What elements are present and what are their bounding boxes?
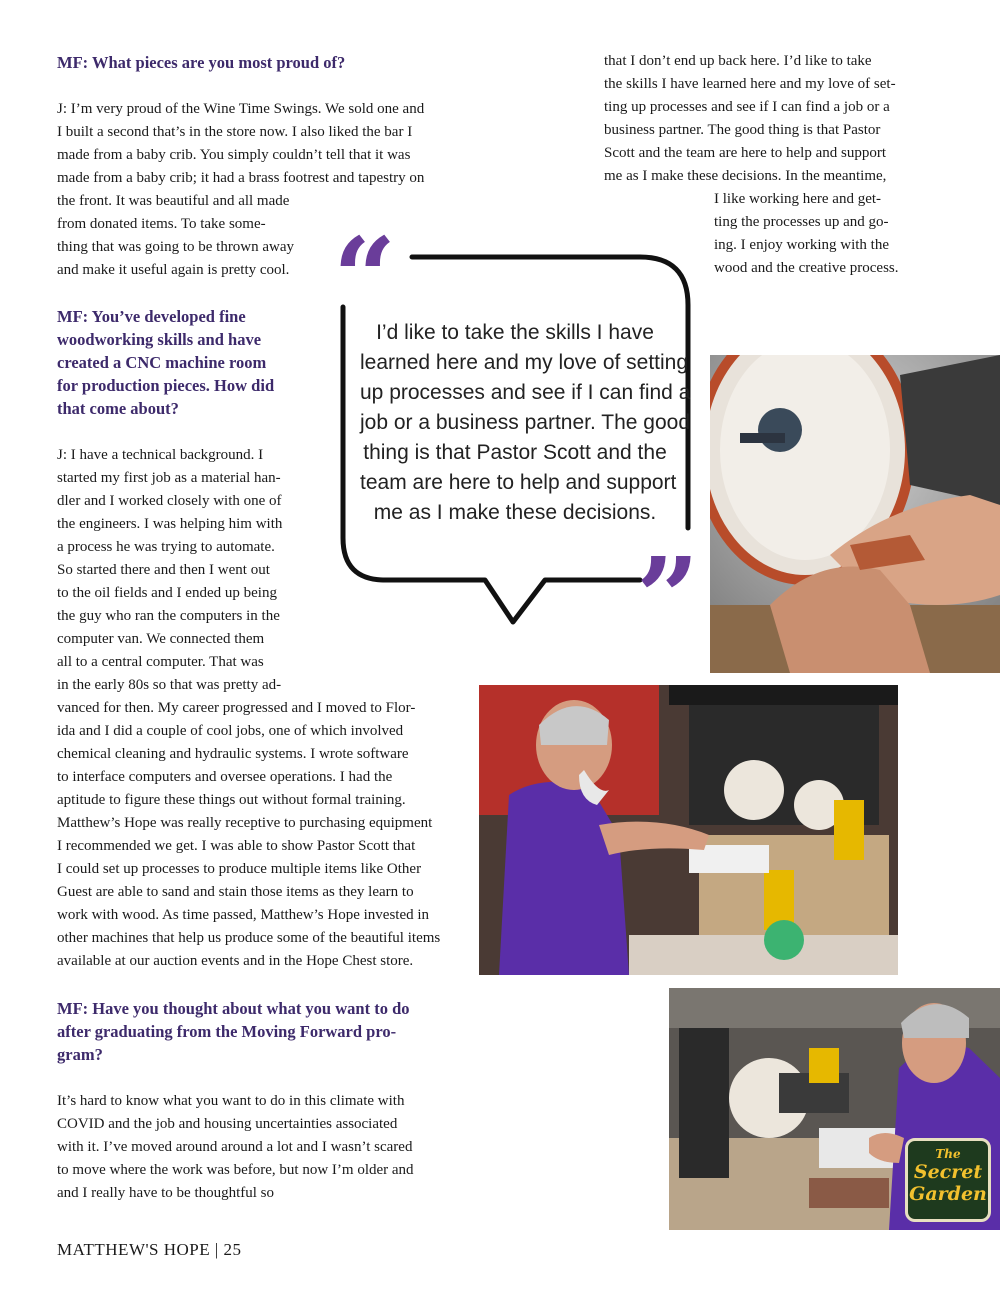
text-line: the guy who ran the computers in the [57, 608, 280, 624]
text-line: thing that was going to be thrown away [57, 239, 295, 255]
text-line: computer van. We connected them [57, 631, 265, 647]
question-line: woodworking skills and have [57, 330, 262, 349]
question-line: after graduating from the Moving Forward pro- [57, 1022, 397, 1041]
text-line: J: I have a technical background. I [57, 447, 264, 463]
pull-quote-line: me as I make these decisions. [373, 501, 657, 524]
logo-line: The [935, 1147, 961, 1161]
text-line: chemical cleaning and hydraulic systems. I wrote software [57, 746, 409, 762]
text-line: COVID and the job and housing uncertainties associated [57, 1116, 398, 1132]
text-line: work with wood. As time passed, Matthew’s Hope invested in [57, 907, 430, 923]
question-line: gram? [57, 1045, 103, 1064]
pull-quote-text [360, 318, 691, 528]
text-line: I could set up processes to produce multiple items like Other [57, 861, 422, 877]
pull-quote-line: I’d like to take the skills I have [376, 321, 654, 344]
text-line: from donated items. To take some- [57, 216, 266, 232]
pull-quote-line: job or a business partner. The good [360, 411, 691, 434]
text-line: ting up processes and see if I can find a job or a [604, 99, 890, 115]
text-line: ida and I did a couple of cool jobs, one of which involved [57, 723, 404, 739]
text-line: Matthew’s Hope was really receptive to purchasing equipment [57, 815, 433, 831]
question-line: created a CNC machine room [57, 353, 267, 372]
text-line: a process he was trying to automate. [57, 539, 275, 555]
right-column-text-narrow [714, 188, 899, 280]
logo-line: Secret [913, 1161, 983, 1183]
text-line: that I don’t end up back here. I’d like to take [604, 53, 872, 69]
text-line: I like working here and get- [714, 191, 882, 207]
text-line: Scott and the team are here to help and support [604, 145, 886, 161]
text-line: I built a second that’s in the store now. I also liked the bar I [57, 124, 413, 140]
text-line: made from a baby crib. You simply couldn’t tell that it was [57, 147, 411, 163]
text-line: me as I make these decisions. In the meantime, [604, 168, 887, 184]
photo-man-at-workbench [479, 685, 898, 975]
right-column-text [604, 50, 896, 188]
text-line: to the oil fields and I ended up being [57, 585, 277, 601]
pull-quote-line: thing is that Pastor Scott and the [363, 441, 667, 464]
text-line: with it. I’ve moved around around a lot and I wasn’t scared [57, 1139, 413, 1155]
text-line: the front. It was beautiful and all made [57, 193, 290, 209]
pull-quote-line: team are here to help and support [360, 471, 677, 494]
open-quote-mark: “ [333, 213, 397, 342]
logo-line: Garden [909, 1183, 987, 1205]
text-line: ing. I enjoy working with the [714, 237, 889, 253]
question-line: for production pieces. How did [57, 376, 275, 395]
pull-quote-line: learned here and my love of setting [360, 351, 689, 374]
text-line: the engineers. I was helping him with [57, 516, 283, 532]
text-line: available at our auction events and in the Hope Chest store. [57, 953, 414, 969]
text-line: ting the processes up and go- [714, 214, 889, 230]
text-line: So started there and then I went out [57, 562, 270, 578]
text-line: other machines that help us produce some of the beautiful items [57, 930, 441, 946]
question-2 [57, 305, 274, 420]
page-footer: MATTHEW'S HOPE | 25 [57, 1240, 242, 1259]
text-line: all to a central computer. That was [57, 654, 264, 670]
question-line: that come about? [57, 399, 179, 418]
text-line: business partner. The good thing is that Pastor [604, 122, 881, 138]
text-line: made from a baby crib; it had a brass footrest and tapestry on [57, 170, 425, 186]
question-line: MF: You’ve developed fine [57, 307, 246, 326]
photo-sanding-wheel [710, 355, 1000, 673]
question-1: MF: What pieces are you most proud of? [57, 53, 346, 72]
text-line: It’s hard to know what you want to do in this climate with [57, 1093, 405, 1109]
secret-garden-logo [905, 1138, 991, 1222]
text-line: and make it useful again is pretty cool. [57, 262, 290, 278]
text-line: J: I’m very proud of the Wine Time Swings. We sold one and [57, 101, 425, 117]
close-quote-mark: ” [636, 533, 700, 662]
text-line: the skills I have learned here and my love of set- [604, 76, 896, 92]
text-line: dler and I worked closely with one of [57, 493, 282, 509]
pull-quote-line: up processes and see if I can find a [360, 381, 691, 404]
text-line: I recommended we get. I was able to show Pastor Scott that [57, 838, 416, 854]
question-line: MF: Have you thought about what you want to do [57, 999, 410, 1018]
text-line: wood and the creative process. [714, 260, 899, 276]
text-line: started my first job as a material han- [57, 470, 281, 486]
text-line: in the early 80s so that was pretty ad- [57, 677, 282, 693]
text-line: and I really have to be thoughtful so [57, 1185, 275, 1201]
text-line: aptitude to figure these things out without formal training. [57, 792, 406, 808]
text-line: to move where the work was before, but now I’m older and [57, 1162, 414, 1178]
text-line: vanced for then. My career progressed and I moved to Flor- [57, 700, 416, 716]
answer-3 [57, 1090, 414, 1205]
text-line: to interface computers and oversee operations. I had the [57, 769, 393, 785]
text-line: Guest are able to sand and stain those items as they learn to [57, 884, 414, 900]
question-3 [57, 997, 410, 1066]
